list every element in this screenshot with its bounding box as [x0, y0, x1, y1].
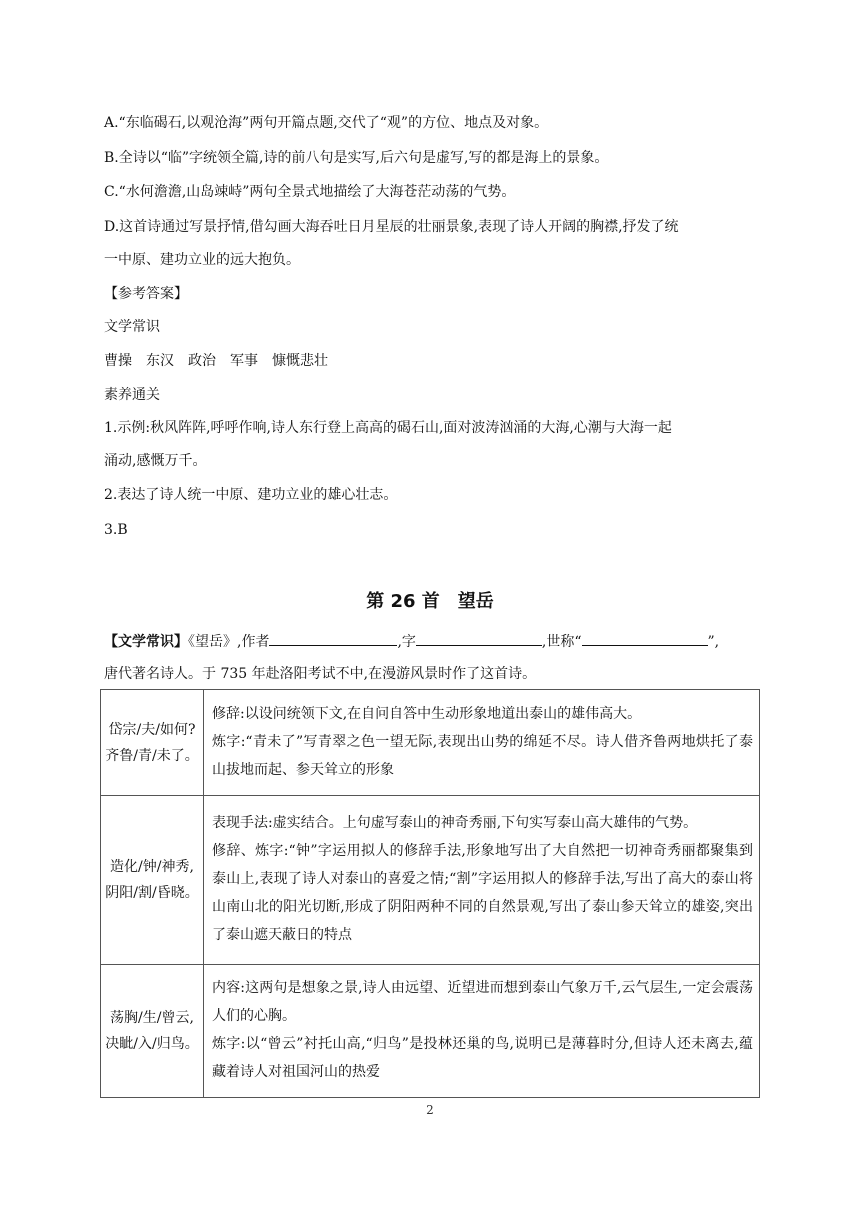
answer-section-literature: 文学常识	[104, 319, 160, 335]
note-paragraph: 内容:这两句是想象之景,诗人由远望、近望进而想到泰山气象万千,云气层生,一定会震荡人们的心胸。	[212, 980, 753, 1024]
answer-item-2: 2.表达了诗人统一中原、建功立业的雄心壮志。	[104, 487, 398, 503]
knowledge-label: 【文学常识】	[104, 634, 188, 650]
table-row	[101, 796, 760, 965]
answer-literature-content: 曹操 东汉 政治 军事 慷慨悲壮	[104, 353, 328, 369]
knowledge-text-4: ”,	[707, 634, 720, 650]
note-paragraph: 炼字:“青未了”写青翠之色一望无际,表现出山势的绵延不尽。诗人借齐鲁两地烘托了泰山拔地而起、参天耸立的形象	[212, 733, 753, 778]
verse-line: 荡胸/生/曾云,	[110, 1010, 194, 1026]
table-row	[101, 690, 760, 796]
notes-cell	[204, 690, 760, 796]
option-c: C.“水何澹澹,山岛竦峙”两句全景式地描绘了大海苍茫动荡的气势。	[104, 184, 516, 200]
option-a: A.“东临碣石,以观沧海”两句开篇点题,交代了“观”的方位、地点及对象。	[104, 115, 549, 131]
answer-heading: 【参考答案】	[104, 286, 188, 302]
page-number: 2	[426, 1103, 434, 1117]
option-b: B.全诗以“临”字统领全篇,诗的前八句是实写,后六句是虚写,写的都是海上的景象。	[104, 150, 609, 166]
answer-item-1-line2: 涌动,感慨万千。	[104, 453, 207, 469]
answer-section-skills: 素养通关	[104, 387, 160, 403]
answer-item-1-line1: 1.示例:秋风阵阵,呼呼作响,诗人东行登上高高的碣石山,面对波涛汹涌的大海,心潮与大海一起	[104, 420, 672, 436]
note-paragraph: 表现手法:虚实结合。上句虚写泰山的神奇秀丽,下句实写泰山高大雄伟的气势。	[212, 815, 698, 831]
courtesy-name-blank	[416, 632, 542, 646]
knowledge-text-1: 《望岳》,作者	[188, 634, 270, 650]
answer-item-3: 3.B	[104, 522, 128, 538]
notes-cell	[204, 965, 760, 1098]
note-paragraph: 修辞、炼字:“钟”字运用拟人的修辞手法,形象地写出了大自然把一切神奇秀丽都聚集到泰山上,表现了诗人对泰山的喜爱之情;“割”字运用拟人的修辞手法,写出了高大的泰山将山南山北的阳光切断,形成了阴阳两种不同的自然景观,写出了泰山参天耸立的雄姿,突出了泰山遮天蔽日的特点	[212, 843, 753, 943]
verse-line: 阴阳/割/昏晓。	[105, 885, 199, 901]
verse-cell	[101, 690, 204, 796]
poem-title: 第 26 首 望岳	[366, 591, 494, 612]
verse-line: 造化/钟/神秀,	[110, 859, 194, 875]
option-d-line2: 一中原、建功立业的远大抱负。	[104, 252, 300, 268]
table-row	[101, 965, 760, 1098]
poem-analysis-table	[100, 689, 760, 1098]
verse-line: 决眦/入/归鸟。	[105, 1036, 199, 1052]
option-d-line1: D.这首诗通过写景抒情,借勾画大海吞吐日月星辰的壮丽景象,表现了诗人开阔的胸襟,抒发了统	[104, 219, 679, 235]
verse-line: 齐鲁/青/未了。	[105, 747, 199, 764]
knowledge-text-3: ,世称“	[541, 634, 582, 650]
literature-knowledge-line2: 唐代著名诗人。于 735 年赴洛阳考试不中,在漫游风景时作了这首诗。	[104, 666, 537, 682]
notes-cell	[204, 796, 760, 965]
note-paragraph: 炼字:以“曾云”衬托山高,“归鸟”是投林还巢的鸟,说明已是薄暮时分,但诗人还未离去,蕴藏着诗人对祖国河山的热爱	[212, 1036, 753, 1080]
verse-cell	[101, 965, 204, 1098]
verse-cell	[101, 796, 204, 965]
literature-knowledge-line1	[104, 632, 764, 651]
note-paragraph: 修辞:以设问统领下文,在自问自答中生动形象地道出泰山的雄伟高大。	[212, 705, 642, 722]
author-blank	[269, 632, 397, 646]
title-name-blank	[582, 632, 708, 646]
knowledge-text-2: ,字	[397, 634, 416, 650]
verse-line: 岱宗/夫/如何?	[108, 721, 196, 738]
